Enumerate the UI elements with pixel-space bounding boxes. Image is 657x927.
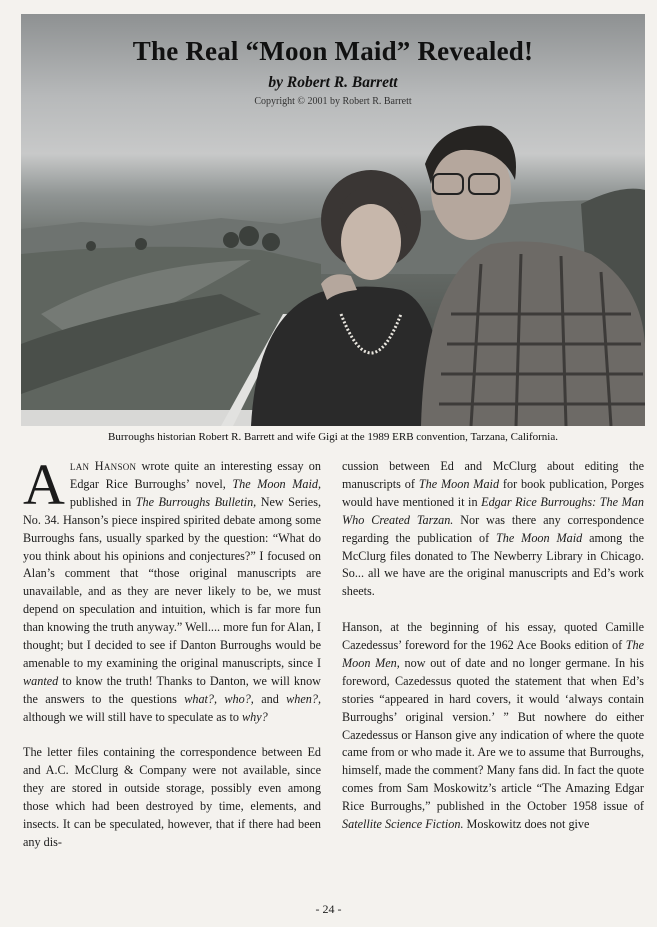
book-title: Edgar Rice Burroughs: The Man Who Created Tarzan. <box>342 494 644 527</box>
emphasis: when?, <box>286 691 321 706</box>
text-run: Nor was there any correspondence regarding the publication of <box>342 512 644 545</box>
emphasis: what?, who?, <box>184 691 254 706</box>
publication-title: The Burroughs Bulletin, <box>135 494 257 509</box>
text-column-right <box>342 458 644 834</box>
book-title: The Moon Maid, <box>232 476 321 491</box>
text-run: Moskowitz does not give <box>463 817 590 832</box>
paragraph <box>342 458 644 601</box>
text-column-left <box>23 452 322 852</box>
paragraph: The letter files containing the correspondence between Ed and A.C. McClurg & Company were not available, since they are stored in outside storage, possibly even among those which had been destroyed by time, elements, and insects. It can be speculated, however, that if there had been any dis- <box>23 745 321 850</box>
article-byline: by Robert R. Barrett <box>268 74 398 91</box>
book-title: The Moon Maid <box>418 476 500 491</box>
text-run: and <box>253 691 287 706</box>
book-title: The Moon Men, <box>342 638 644 670</box>
copyright-notice: Copyright © 2001 by Robert R. Barrett <box>254 96 412 107</box>
text-run: for book publication, Porges would have mentioned it in <box>342 476 644 509</box>
drop-cap: A <box>23 452 65 517</box>
text-run: to know the truth! Thanks to Danton, we will know the answers to the questions <box>23 673 321 706</box>
book-title: The Moon Maid <box>496 530 583 545</box>
text-run: now out of date and no longer germane. In his foreword, Cazedessus quoted the statement that when Ed’s stories “appeared in hard covers, it would ‘always contain Burroughs’ original version.’ ” But nowhere do either Cazedessus or Hanson give any indication of where the quote came from or who made it. Are we to assume that Burroughs, himself, made the comment? Many fans did. In fact the quote comes from Sam Moskowitz’s article “The Amazing Edgar Rice Burroughs,” published in the October 1958 issue of <box>342 655 644 814</box>
text-run: wrote quite an interesting essay on Edgar Rice Burroughs’ novel, <box>69 459 321 491</box>
article-title: The Real “Moon Maid” Revealed! <box>132 36 534 66</box>
text-run: published in <box>69 494 136 509</box>
publication-title: Satellite Science Fiction. <box>342 817 464 832</box>
text-run: Hanson, at the beginning of his essay, quoted Camille Cazedessus’ foreword for the 1962 Ace Books edition of <box>342 620 644 653</box>
emphasis: why? <box>242 709 268 724</box>
paragraph <box>342 619 644 834</box>
lead-smallcaps: lan Hanson <box>69 459 137 473</box>
couple-photo <box>21 14 645 426</box>
paragraph <box>23 452 322 727</box>
text-run: New Series, No. 34. Hanson’s piece inspired spirited debate among some Burroughs fans, usually sparked by the question: “What do you think about his opinions and conjectures?” I focused on Alan’s comment that “those original manuscripts are unavailable, and as they are never likely to be, we must depend on speculation and intuition, which is far more fun than knowing the truth anyway.” Well.... more fun for Alan, I thought; but I decided to see if Danton Burroughs would be amenable to my examining the original manuscripts, since I <box>23 494 322 670</box>
photo-caption: Burroughs historian Robert R. Barrett and wife Gigi at the 1989 ERB convention, Tarzana, California. <box>108 431 558 443</box>
text-run: although we will still have to speculate as to <box>23 709 242 724</box>
text-run: cussion between Ed and McClurg about editing the manuscripts of <box>342 459 644 491</box>
text-run: among the McClurg files donated to The Newberry Library in Chicago. So... all we have are the original manuscripts and Ed’s work sheets. <box>342 530 644 599</box>
emphasis: wanted <box>23 673 59 688</box>
page-number: - 24 - <box>315 902 342 916</box>
